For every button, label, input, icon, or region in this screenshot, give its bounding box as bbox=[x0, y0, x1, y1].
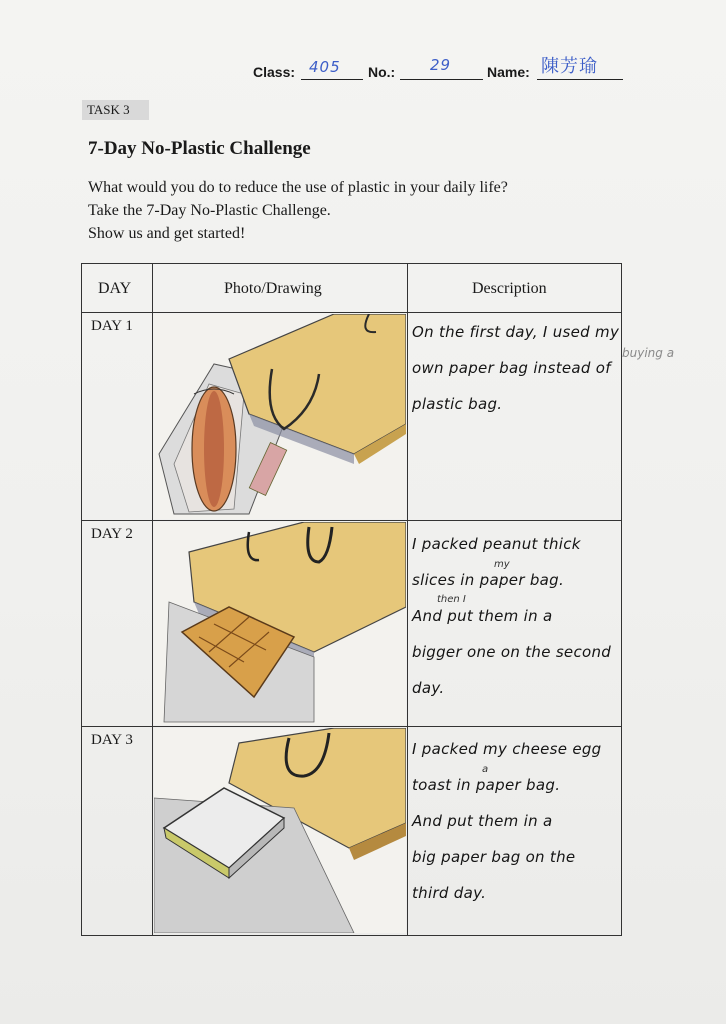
class-label: Class: bbox=[253, 64, 296, 80]
description-line: And put them in a bbox=[412, 607, 553, 625]
task-label: TASK 3 bbox=[82, 100, 149, 120]
insertion-note: a bbox=[482, 764, 489, 775]
drawing-day1 bbox=[154, 314, 406, 519]
class-underline bbox=[301, 79, 363, 80]
no-value: 29 bbox=[430, 56, 452, 74]
description-line: bigger one on the second bbox=[412, 643, 612, 661]
intro-text bbox=[88, 176, 508, 245]
description-line: slices in paper bag. bbox=[412, 571, 565, 589]
margin-note: buying a bbox=[622, 346, 675, 360]
header-day: DAY bbox=[98, 280, 132, 297]
class-value: 405 bbox=[309, 58, 341, 76]
header-description: Description bbox=[472, 280, 547, 297]
no-label: No.: bbox=[368, 64, 396, 80]
description-line: I packed peanut thick bbox=[412, 535, 581, 553]
description-line: And put them in a bbox=[412, 812, 553, 830]
intro-line: Take the 7-Day No-Plastic Challenge. bbox=[88, 202, 331, 219]
name-label: Name: bbox=[487, 64, 530, 80]
challenge-title: 7-Day No-Plastic Challenge bbox=[88, 138, 311, 159]
day-label: DAY 2 bbox=[91, 526, 133, 542]
challenge-table bbox=[81, 263, 622, 936]
name-value: 陳芳瑜 bbox=[541, 56, 598, 77]
drawing-day2 bbox=[154, 522, 406, 725]
description-day2 bbox=[412, 526, 622, 706]
column-divider bbox=[152, 264, 153, 935]
description-line: plastic bag. bbox=[412, 395, 503, 413]
header-photo-drawing: Photo/Drawing bbox=[224, 280, 322, 297]
description-day3 bbox=[412, 731, 622, 911]
no-underline bbox=[400, 79, 483, 80]
description-line: I packed my cheese egg bbox=[412, 740, 602, 758]
description-line: third day. bbox=[412, 884, 487, 902]
drawing-day3 bbox=[154, 728, 406, 933]
name-underline bbox=[537, 79, 623, 80]
description-line: big paper bag on the bbox=[412, 848, 576, 866]
intro-line: Show us and get started! bbox=[88, 225, 246, 242]
insertion-note: then I bbox=[437, 594, 466, 605]
intro-line: What would you do to reduce the use of plastic in your daily life? bbox=[88, 179, 508, 196]
description-day1 bbox=[412, 314, 622, 422]
insertion-note: my bbox=[494, 559, 510, 570]
description-line: On the first day, I used my bbox=[412, 323, 620, 341]
description-line: day. bbox=[412, 679, 445, 697]
student-info-header bbox=[0, 58, 726, 88]
description-line: own paper bag instead of bbox=[412, 359, 611, 377]
day-label: DAY 3 bbox=[91, 732, 133, 748]
row-divider bbox=[82, 520, 621, 521]
column-divider bbox=[407, 264, 408, 935]
row-divider bbox=[82, 726, 621, 727]
day-label: DAY 1 bbox=[91, 318, 133, 334]
description-line: toast in paper bag. bbox=[412, 776, 561, 794]
row-divider bbox=[82, 312, 621, 313]
